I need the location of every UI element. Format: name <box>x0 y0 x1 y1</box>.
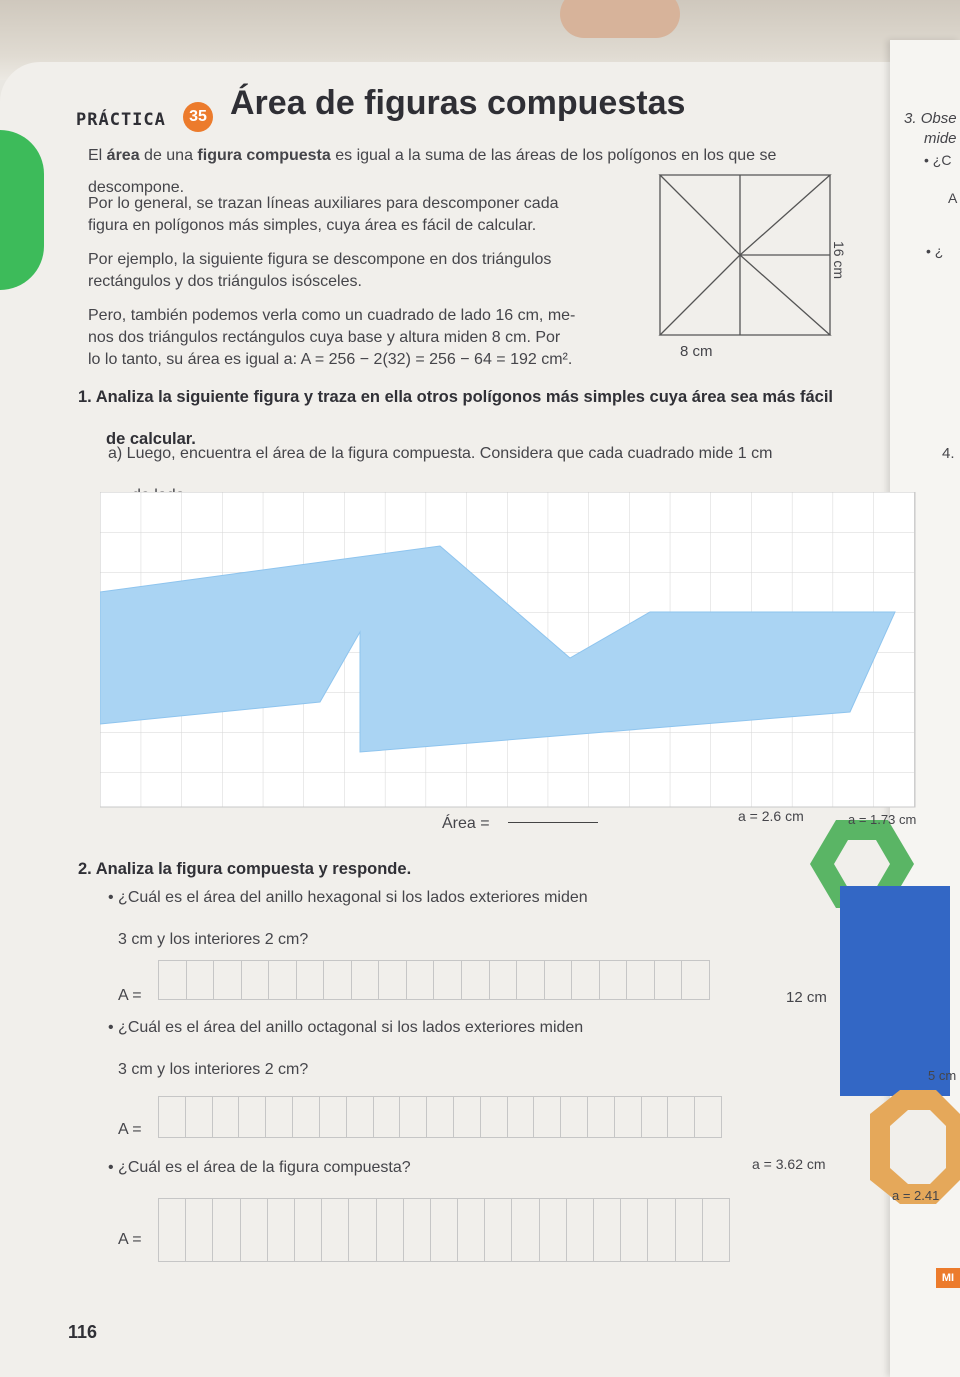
intro-paragraph-3-line1: Por ejemplo, la siguiente figura se descompone en dos triángulos <box>88 251 552 268</box>
q2-title: 2. Analiza la figura compuesta y responde. <box>78 860 412 878</box>
composite-figure-2 <box>810 820 960 1240</box>
answer2-label: A = <box>118 1121 142 1138</box>
intro-paragraph-4-line3: lo lo tanto, su área es igual a: A = 256 − 2(32) = 256 − 64 = 192 cm². <box>88 351 573 368</box>
area-answer-line[interactable] <box>508 822 598 823</box>
oct-outer-label: a = 3.62 cm <box>752 1156 826 1172</box>
intro-paragraph-1-line2: descompone. <box>88 179 185 196</box>
answer3-label: A = <box>118 1231 142 1248</box>
right-q3-line2: mide <box>924 130 957 147</box>
right-q3: 3. Obse <box>904 110 957 127</box>
example-base-label: 8 cm <box>680 343 713 360</box>
rect-height-label: 12 cm <box>786 989 827 1006</box>
blue-rectangle <box>840 886 950 1096</box>
right-a: A <box>948 190 958 206</box>
q2-bullet2-line2: 3 cm y los interiores 2 cm? <box>118 1061 309 1078</box>
area-label: Área = <box>442 815 490 832</box>
intro-paragraph-4-line2: nos dos triángulos rectángulos cuya base y altura miden 8 cm. Por <box>88 329 561 346</box>
right-bullet2: • ¿ <box>926 243 944 259</box>
finger <box>560 0 680 38</box>
right-q4: 4. <box>942 445 955 462</box>
q1a-text-line1: a) Luego, encuentra el área de la figura compuesta. Considera que cada cuadrado mide 1 cm <box>108 445 773 462</box>
q2-bullet1-line2: 3 cm y los interiores 2 cm? <box>118 931 309 948</box>
example-side-label: 16 cm <box>831 240 848 280</box>
grid-figure <box>100 492 920 817</box>
green-tab <box>0 130 44 290</box>
q2-bullet1-line1: • ¿Cuál es el área del anillo hexagonal si los lados exteriores miden <box>108 889 588 906</box>
answer1-label: A = <box>118 987 142 1004</box>
rect-width-label: 5 cm <box>928 1068 957 1083</box>
page-title: Área de figuras compuestas <box>230 84 686 122</box>
grid-figure-svg <box>100 492 920 812</box>
intro-paragraph-3-line2: rectángulos y dos triángulos isósceles. <box>88 273 362 290</box>
intro-paragraph-2-line2: figura en polígonos más simples, cuya área es fácil de calcular. <box>88 217 537 234</box>
q1-text-line2: de calcular. <box>106 430 196 448</box>
page-number: 116 <box>68 1322 98 1342</box>
practice-number: 35 <box>183 102 213 132</box>
hex-inner-label: a = 1.73 cm <box>848 812 917 827</box>
right-bullet1: • ¿C <box>924 152 952 168</box>
intro-paragraph-2-line1: Por lo general, se trazan líneas auxiliares para descomponer cada <box>88 195 559 212</box>
q1-text-line1: 1. Analiza la siguiente figura y traza en ella otros polígonos más simples cuya área sea más fácil <box>78 388 834 406</box>
octagon-ring-inner <box>890 1110 946 1184</box>
answer3-box[interactable] <box>158 1198 730 1262</box>
hex-outer-label: a = 2.6 cm <box>738 808 804 824</box>
practice-label: PRÁCTICA <box>76 110 166 130</box>
q2-bullet3: • ¿Cuál es el área de la figura compuesta? <box>108 1159 411 1176</box>
oct-inner-label: a = 2.41 <box>892 1188 940 1203</box>
q2-bullet2-line1: • ¿Cuál es el área del anillo octagonal si los lados exteriores miden <box>108 1019 584 1036</box>
intro-paragraph-1: El área de una figura compuesta es igual a la suma de las áreas de los polígonos en los que se <box>88 147 777 164</box>
answer1-box[interactable] <box>158 960 710 1000</box>
right-badge: MI <box>936 1268 960 1288</box>
intro-paragraph-4-line1: Pero, también podemos verla como un cuadrado de lado 16 cm, me- <box>88 307 576 324</box>
answer2-box[interactable] <box>158 1096 722 1138</box>
